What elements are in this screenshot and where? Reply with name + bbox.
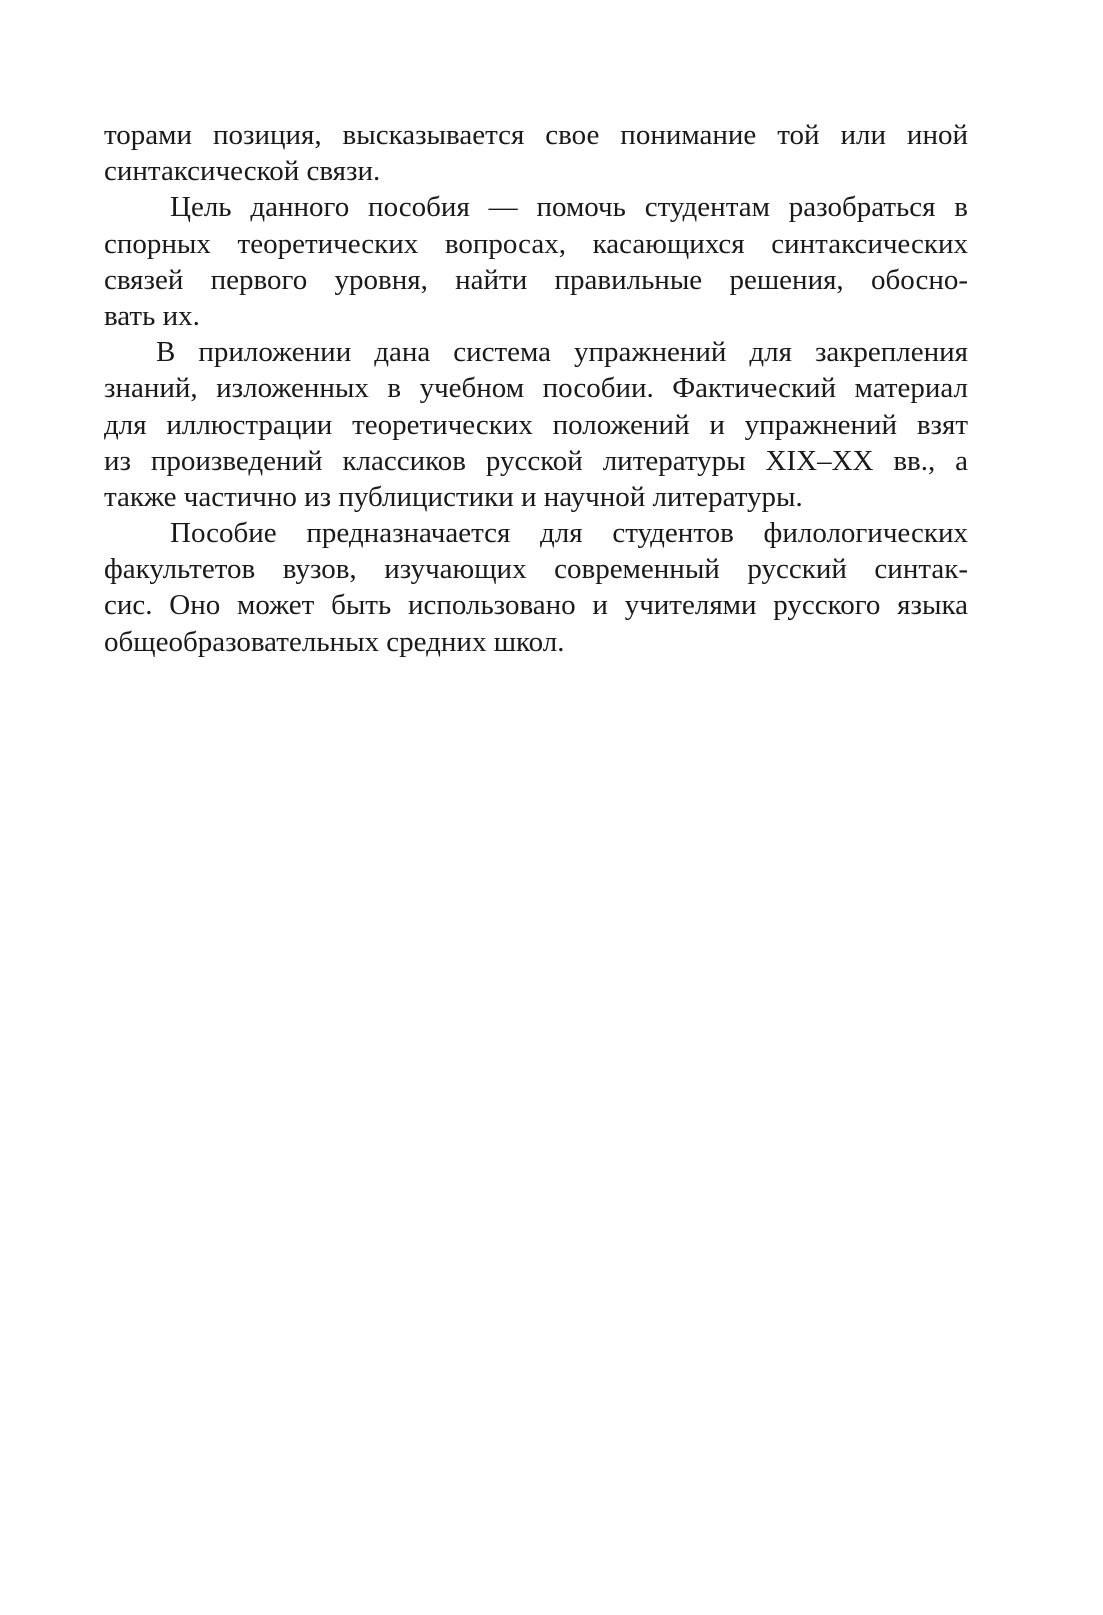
text-line: факультетов вузов, изучающих современный русский синтак- <box>104 553 968 586</box>
paragraph-appendix <box>104 334 968 515</box>
text-line: связей первого уровня, найти правильные решения, обосно- <box>104 263 968 296</box>
text-line: синтаксической связи. <box>104 155 381 188</box>
paragraph-goal <box>104 189 968 334</box>
text-line: из произведений классиков русской литературы XIX–XX вв., а <box>104 444 968 477</box>
text-line: вать их. <box>104 299 200 332</box>
text-line: Цель данного пособия — помочь студентам разобраться в <box>170 191 968 224</box>
paragraph-audience <box>104 515 968 660</box>
body-text <box>104 117 968 660</box>
text-line: для иллюстрации теоретических положений и упражнений взят <box>104 408 968 441</box>
text-line: В приложении дана система упражнений для закрепления <box>156 336 968 369</box>
text-line: общеобразовательных средних школ. <box>104 625 565 658</box>
text-line: также частично из публицистики и научной литературы. <box>104 480 803 513</box>
text-line: знаний, изложенных в учебном пособии. Фактический материал <box>104 372 968 405</box>
paragraph-continuation <box>104 117 968 189</box>
text-line: спорных теоретических вопросах, касающихся синтаксических <box>104 227 968 260</box>
text-line: Пособие предназначается для студентов филологических <box>170 517 968 550</box>
text-line: торами позиция, высказывается свое понимание той или иной <box>104 119 968 151</box>
text-line: сис. Оно может быть использовано и учителями русского языка <box>104 589 968 622</box>
